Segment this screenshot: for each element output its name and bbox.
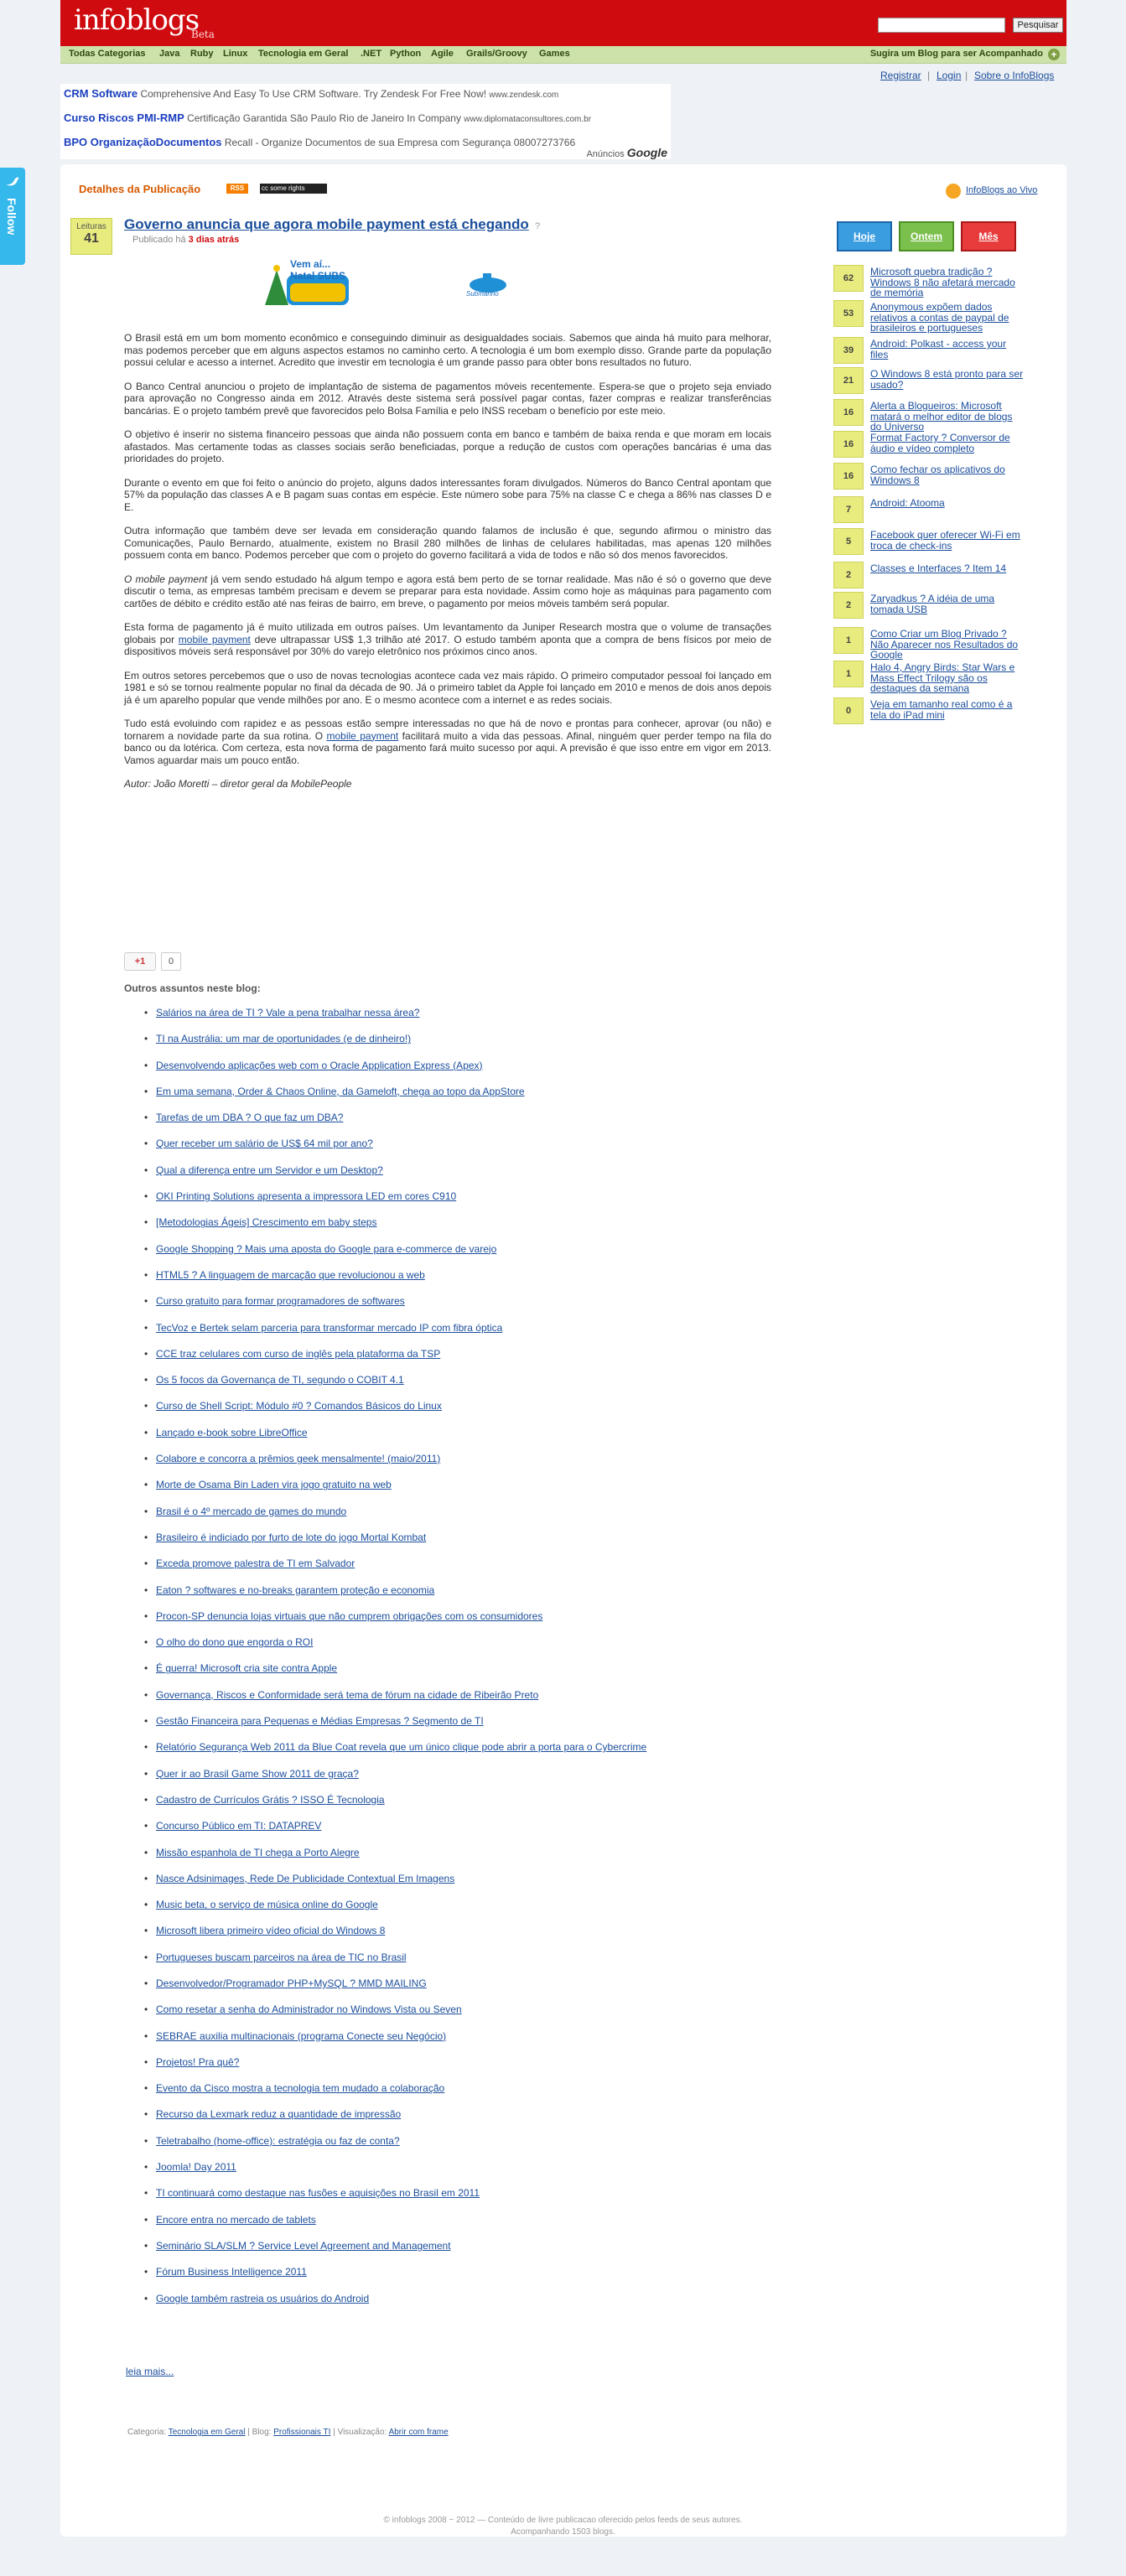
related-post-item — [156, 1925, 776, 1951]
related-post-link[interactable]: Evento da Cisco mostra a tecnologia tem mudado a colaboração — [156, 2082, 445, 2095]
related-post-link[interactable]: Google também rastreia os usuários do Android — [156, 2292, 370, 2304]
related-post-link[interactable]: CCE traz celulares com curso de inglês pela plataforma da TSP — [156, 1347, 441, 1360]
related-post-link[interactable]: Desenvolvedor/Programador PHP+MySQL ? MMD MAILING — [156, 1977, 427, 1989]
related-post-item — [156, 1951, 776, 1977]
separator: | — [965, 70, 968, 81]
related-post-item — [156, 1794, 776, 1820]
article-paragraph: O Banco Central anunciou o projeto de implantação de sistema de pagamentos móveis recentemente. Espera-se que o projeto seja enviado para aprovação no Congresso ainda em 2012. Através deste sistema será possível pagar contas, fazer compras e realizar transferências bancárias. E o projeto também prevê que favorecidos pelo Bolsa Família e pelo INSS recebam o benefício por este meio. — [124, 380, 771, 417]
article-paragraph — [124, 573, 771, 610]
article-author: Autor: João Moretti – diretor geral da MobilePeople — [124, 778, 352, 790]
related-post-link[interactable]: Gestão Financeira para Pequenas e Médias Empresas ? Segmento de TI — [156, 1715, 484, 1728]
related-post-link[interactable]: Qual a diferença entre um Servidor e um Desktop? — [156, 1164, 383, 1176]
article-paragraph: O Brasil está em um bom momento econômico e conseguindo diminuir as desigualdades sociais. Sabemos que ainda há muito para melhorar, mas podemos perceber que em alguns aspectos estamos no caminho certo. A tecnologia é um bom exemplo disso. Grande parte da população possui celular e acesso a internet. Acredito que investir em tecnologia é um grande passo para obter bons resultados no futuro. — [124, 332, 771, 368]
article-paragraph: Em outros setores percebemos que o uso de novas tecnologias acontece cada vez mais rápido. O primeiro computador pessoal foi lançado em 1981 e só se tornou realmente popular no final da década de 90. Já o primeiro tablet da Apple foi lançado em 2010 e menos de dois anos depois já é um aparelho popular que vende milhões por ano. E o mesmo acontece com a internet e as redes sociais. — [124, 669, 771, 706]
nav-games[interactable]: Games — [539, 49, 570, 59]
popular-post-link[interactable]: Como fechar os aplicativos do Windows 8 — [870, 464, 1005, 486]
suggest-blog-link[interactable]: Sugira um Blog para ser Acompanhado — [869, 49, 1043, 59]
related-post-link[interactable]: Quer receber um salário de US$ 64 mil por ano? — [156, 1138, 373, 1150]
about-link[interactable]: Sobre o InfoBlogs — [974, 70, 1055, 81]
ad-url[interactable]: www.zendesk.com — [489, 91, 559, 100]
article-paragraph — [124, 621, 771, 658]
related-post-item — [156, 1060, 776, 1086]
related-post-item — [156, 2056, 776, 2082]
post-meta — [132, 235, 239, 245]
related-post-link[interactable]: Eaton ? softwares e no-breaks garantem proteção e economia — [156, 1583, 435, 1596]
live-link[interactable]: InfoBlogs ao Vivo — [966, 185, 1038, 195]
related-post-link[interactable]: TI na Austrália: um mar de oportunidades (e de dinheiro!) — [156, 1033, 412, 1045]
follow-label: Follow — [5, 198, 18, 236]
related-post-item — [156, 1138, 776, 1164]
related-post-item — [156, 1007, 776, 1033]
nav-dotnet[interactable]: .NET — [361, 49, 382, 59]
related-post-link[interactable]: Recurso da Lexmark reduz a quantidade de impressão — [156, 2108, 402, 2121]
ad-title[interactable]: CRM Software — [64, 87, 138, 100]
view-count-badge: 16 — [833, 463, 864, 490]
popular-post-link[interactable]: Android: Polkast - access your files — [870, 338, 1007, 360]
site-logo[interactable]: infoblogs — [74, 3, 200, 37]
google-logo: Google — [626, 146, 667, 159]
related-post-item — [156, 1216, 776, 1242]
site-footer — [0, 2515, 1126, 2538]
view-count-badge: 0 — [833, 697, 864, 724]
related-post-item — [156, 2003, 776, 2029]
creative-commons-badge[interactable]: cc some rights — [260, 184, 327, 194]
related-posts-title: Outros assuntos neste blog: — [124, 982, 261, 994]
article-paragraph: Outra informação que também deve ser levada em consideração quando falamos de inclusão é que, segundo afirmou o ministro das Comunicações, Paulo Bernardo, atualmente, existem no Brasil 280 milhões de linhas de celulares habilitadas, mas apenas 120 milhões possuem conta em banco. Podemos perceber que com o projeto do governo facilitará a vida de todos e não só dos menos favorecidos. — [124, 525, 771, 561]
site-header — [60, 0, 1066, 46]
related-post-link[interactable]: SEBRAE auxilia multinacionais (programa Conecte seu Negócio) — [156, 2029, 447, 2042]
related-post-item — [156, 2293, 776, 2319]
submarino-image[interactable] — [463, 268, 513, 300]
related-post-item — [156, 1741, 776, 1767]
related-post-item — [156, 1689, 776, 1715]
nav-todas-categorias[interactable]: Todas Categorias — [69, 49, 146, 59]
view-count-badge: 21 — [833, 367, 864, 394]
live-icon[interactable] — [946, 184, 961, 199]
ads-by-google[interactable] — [586, 146, 667, 159]
popular-post-link[interactable]: Veja em tamanho real como é a tela do iPad mini — [870, 698, 1013, 721]
related-post-link[interactable]: Governança, Riscos e Conformidade será tema de fórum na cidade de Ribeirão Preto — [156, 1688, 539, 1701]
tab-mes[interactable]: Mês — [961, 221, 1016, 251]
search-button[interactable]: Pesquisar — [1013, 18, 1063, 33]
text: Tudo está evoluindo com rapidez e as pessoas estão sempre interessadas no que há de novo e prontas para conhecer, aprovar (ou não) e tornarem a novidade parte da sua rotina. O — [124, 718, 771, 742]
post-footer-meta — [127, 2428, 449, 2437]
related-post-link[interactable]: O olho do dono que engorda o ROI — [156, 1636, 314, 1649]
related-post-link[interactable]: Exceda promove palestra de TI em Salvador — [156, 1558, 355, 1570]
nav-java[interactable]: Java — [159, 49, 180, 59]
nav-linux[interactable]: Linux — [223, 49, 248, 59]
related-post-link[interactable]: Brasileiro é indiciado por furto de lote do jogo Mortal Kombat — [156, 1531, 427, 1543]
popular-post-link[interactable]: Android: Atooma — [870, 497, 945, 509]
related-post-item — [156, 1295, 776, 1321]
ad-title[interactable]: BPO OrganizaçãoDocumentos — [64, 136, 222, 148]
natal-subs-caption: Vem aí... Natal SUBS — [290, 258, 346, 282]
related-post-link[interactable]: Tarefas de um DBA ? O que faz um DBA? — [156, 1112, 344, 1124]
blog-link[interactable]: Profissionais TI — [273, 2428, 331, 2437]
related-post-item — [156, 1662, 776, 1688]
text: Esta forma de pagamento já é muito utilizada em outros países. Um levantamento da Juniper Research mostra que o volume de transações globais por — [124, 621, 771, 645]
related-post-link[interactable]: Colabore e concorra a prêmios geek mensalmente! (maio/2011) — [156, 1453, 441, 1465]
emphasis: O mobile payment — [124, 573, 208, 585]
related-post-link[interactable]: Brasil é o 4º mercado de games do mundo — [156, 1505, 347, 1517]
nav-ruby[interactable]: Ruby — [190, 49, 214, 59]
related-post-link[interactable]: Procon-SP denuncia lojas virtuais que não cumprem obrigações com os consumidores — [156, 1609, 543, 1622]
ad-text: Certificação Garantida São Paulo Rio de Janeiro In Company — [187, 112, 461, 124]
related-post-item — [156, 1847, 776, 1873]
related-post-item — [156, 1584, 776, 1610]
article-body — [124, 332, 771, 802]
ad-banner — [60, 84, 671, 159]
category-link[interactable]: Tecnologia em Geral — [168, 2428, 246, 2437]
footer-count: Acompanhando 1503 blogs. — [511, 2527, 615, 2537]
reads-counter — [70, 218, 112, 255]
article-paragraph: Durante o evento em que foi feito o anúncio do projeto, alguns dados interessantes foram divulgados. Números do Banco Central apontam que 57% da população das classes A e B pagam suas contas em espécie. Este número sobe para 75% na classe C e chega a 86% nas classes D e E. — [124, 476, 771, 513]
related-post-link[interactable]: Como resetar a senha do Administrador no Windows Vista ou Seven — [156, 2003, 462, 2016]
related-post-item — [156, 1374, 776, 1400]
view-count-badge: 7 — [833, 496, 864, 523]
related-post-item — [156, 2266, 776, 2292]
view-count-badge: 5 — [833, 528, 864, 555]
related-posts-list — [156, 1007, 776, 2319]
related-post-link[interactable]: Salários na área de TI ? Vale a pena trabalhar nessa área? — [156, 1007, 420, 1018]
tab-hoje[interactable]: Hoje — [837, 221, 892, 251]
related-post-link[interactable]: Relatório Segurança Web 2011 da Blue Coat revela que um único clique pode abrir a porta para o Cybercrime — [156, 1741, 647, 1754]
text: facilitará muito a vida das pessoas. Afinal, ninguém quer perder tempo na fila do banco ou da lotérica. Com certeza, esta nova forma de pagamento fará muito sucesso por aqui. A previsão é que isso entre em vigor em 2013. Vamos aguardar mais um pouco então. — [124, 729, 771, 766]
popular-post-link[interactable]: Zaryadkus ? A idéia de uma tomada USB — [870, 593, 995, 615]
separator: | — [247, 2428, 250, 2437]
related-post-item — [156, 1532, 776, 1558]
ads-label: Anúncios — [586, 149, 625, 159]
category-label: Categoria: — [127, 2428, 167, 2437]
related-post-link[interactable]: Projetos! Pra quê? — [156, 2055, 240, 2068]
natal-subs-image[interactable] — [252, 258, 352, 308]
reads-count: 41 — [84, 231, 99, 246]
open-frame-link[interactable]: Abrir com frame — [388, 2428, 449, 2437]
related-post-item — [156, 1348, 776, 1374]
nav-python[interactable]: Python — [390, 49, 422, 59]
read-more-link[interactable]: leia mais... — [126, 2366, 174, 2377]
related-post-link[interactable]: Google Shopping ? Mais uma aposta do Google para e-commerce de varejo — [156, 1242, 497, 1255]
bird-icon — [5, 174, 20, 188]
help-icon[interactable]: ? — [535, 221, 541, 231]
related-post-item — [156, 1269, 776, 1295]
related-post-item — [156, 2082, 776, 2108]
view-count-badge: 1 — [833, 661, 864, 687]
view-label: Visualização: — [337, 2428, 387, 2437]
related-post-item — [156, 1190, 776, 1216]
related-post-link[interactable]: Em uma semana, Order & Chaos Online, da Gameloft, chega ao topo da AppStore — [156, 1085, 525, 1097]
related-post-link[interactable]: TecVoz e Bertek selam parceria para transformar mercado IP com fibra óptica — [156, 1321, 503, 1334]
meta-prefix: Publicado há — [132, 235, 186, 245]
popular-post-link[interactable]: Microsoft quebra tradição ? Windows 8 não afetará mercado de memória — [870, 266, 1015, 298]
related-post-link[interactable]: Curso gratuito para formar programadores de softwares — [156, 1295, 405, 1308]
related-post-link[interactable]: Encore entra no mercado de tablets — [156, 2213, 316, 2226]
related-post-item — [156, 1506, 776, 1532]
view-count-badge: 16 — [833, 431, 864, 458]
blog-label: Blog: — [252, 2428, 272, 2437]
post-title[interactable]: Governo anuncia que agora mobile payment está chegando — [124, 216, 529, 232]
related-post-link[interactable]: Microsoft libera primeiro vídeo oficial do Windows 8 — [156, 1925, 386, 1937]
related-post-link[interactable]: Lançado e-book sobre LibreOffice — [156, 1426, 308, 1438]
article-paragraph — [124, 718, 771, 766]
popular-post-link[interactable]: Format Factory ? Conversor de áudio e vídeo completo — [870, 432, 1010, 454]
ad-text: Recall - Organize Documentos de sua Empresa com Segurança 08007273766 — [224, 137, 576, 148]
related-post-link[interactable]: Music beta, o serviço de música online do Google — [156, 1899, 378, 1911]
footer-copyright: © infoblogs 2008 ~ 2012 — Conteúdo de livre publicacao oferecido pelos feeds de seus autores. — [383, 2516, 743, 2525]
related-post-item — [156, 1086, 776, 1112]
text: deve ultrapassar US$ 1,3 trilhão até 2017. O estudo também aponta que a compra de bens físicos por meio de dispositivos móveis será responsável por 30% do varejo eletrônico nos próximos cinco anos. — [124, 633, 772, 657]
related-post-item — [156, 1322, 776, 1348]
related-post-item — [156, 2108, 776, 2134]
related-post-item — [156, 1427, 776, 1453]
reads-label: Leituras — [76, 222, 106, 231]
related-post-link[interactable]: Seminário SLA/SLM ? Service Level Agreement and Management — [156, 2239, 451, 2252]
related-post-item — [156, 2240, 776, 2266]
view-count-badge: 16 — [833, 399, 864, 426]
related-post-link[interactable]: HTML5 ? A linguagem de marcação que revolucionou a web — [156, 1268, 425, 1281]
related-post-item — [156, 1610, 776, 1636]
popular-post-link[interactable]: Halo 4, Angry Birds: Star Wars e Mass Effect Trilogy são os destaques da semana — [870, 661, 1015, 694]
related-post-item — [156, 1715, 776, 1741]
related-post-item — [156, 1977, 776, 2003]
ad-item[interactable] — [64, 111, 591, 124]
meta-relative-time: 3 dias atrás — [188, 235, 240, 245]
related-post-item — [156, 1400, 776, 1426]
separator: | — [333, 2428, 335, 2437]
ad-item[interactable] — [64, 87, 558, 100]
popular-post-link[interactable]: Como Criar um Blog Privado ? Não Aparecer nos Resultados do Google — [870, 628, 1019, 661]
view-count-badge: 62 — [833, 265, 864, 292]
popular-post-link[interactable]: Alerta a Blogueiros: Microsoft matará o melhor editor de blogs do Universo — [870, 400, 1013, 433]
related-post-link[interactable]: Quer ir ao Brasil Game Show 2011 de graça? — [156, 1767, 359, 1780]
related-post-link[interactable]: [Metodologias Ágeis] Crescimento em baby steps — [156, 1216, 377, 1229]
related-post-item — [156, 1164, 776, 1190]
related-post-item — [156, 1899, 776, 1925]
search-input[interactable] — [878, 18, 1005, 33]
mobile-payment-link[interactable]: mobile payment — [326, 729, 399, 742]
related-post-item — [156, 1453, 776, 1479]
main-panel — [60, 164, 1066, 2537]
follow-tab[interactable] — [0, 168, 25, 265]
related-post-item — [156, 1558, 776, 1583]
related-post-link[interactable]: Teletrabalho (home-office): estratégia ou faz de conta? — [156, 2134, 400, 2147]
related-post-item — [156, 2135, 776, 2161]
related-post-item — [156, 2030, 776, 2056]
view-count-badge: 39 — [833, 337, 864, 364]
beta-badge: Beta — [191, 29, 215, 40]
related-post-link[interactable]: Fórum Business Intelligence 2011 — [156, 2266, 307, 2278]
related-post-item — [156, 2187, 776, 2213]
ad-url[interactable]: www.diplomataconsultores.com.br — [464, 115, 592, 124]
related-post-link[interactable]: Missão espanhola de TI chega a Porto Alegre — [156, 1846, 360, 1858]
section-title: Detalhes da Publicação — [79, 183, 201, 195]
related-post-link[interactable]: Concurso Público em TI: DATAPREV — [156, 1820, 322, 1832]
nav-grails-groovy[interactable]: Grails/Groovy — [466, 49, 527, 59]
related-post-item — [156, 1033, 776, 1059]
tab-ontem[interactable]: Ontem — [899, 221, 954, 251]
nav-agile[interactable]: Agile — [431, 49, 454, 59]
related-post-item — [156, 1768, 776, 1794]
popular-post-link[interactable]: Facebook quer oferecer Wi-Fi em troca de check-ins — [870, 529, 1020, 552]
view-count-badge: 1 — [833, 627, 864, 654]
related-post-link[interactable]: TI continuará como destaque nas fusões e aquisições no Brasil em 2011 — [156, 2187, 480, 2200]
text: já vem sendo estudado há algum tempo e agora está bem perto de se tornar realidade. Mas não é só o governo que deve discutir o tema, as empresas também precisam e devem se preparar para esta novidade. Assim como hoje as máquinas para pagamento com cartões de débito e crédito estão até nas feiras de bairro, em breve, o pagamento por meios móveis também será popular. — [124, 573, 771, 609]
rss-icon[interactable]: RSS — [226, 184, 248, 194]
related-post-item — [156, 1112, 776, 1138]
view-count-badge: 2 — [833, 592, 864, 619]
related-post-link[interactable]: Joomla! Day 2011 — [156, 2161, 236, 2174]
ad-item[interactable] — [64, 136, 575, 148]
related-post-item — [156, 2214, 776, 2240]
related-post-link[interactable]: Curso de Shell Script: Módulo #0 ? Comandos Básicos do Linux — [156, 1400, 442, 1412]
google-plus-count: 0 — [161, 952, 181, 971]
view-count-badge: 53 — [833, 300, 864, 327]
related-post-item — [156, 1636, 776, 1662]
related-post-link[interactable]: Portugueses buscam parceiros na área de TIC no Brasil — [156, 1951, 407, 1963]
article-paragraph: O objetivo é inserir no sistema financeiro pessoas que ainda não possuem conta em banco e também de baixa renda e que moram em locais afastados. Mas certamente todas as classes sociais serão beneficiadas, porque a redução de custos com operações bancárias é uma das prioridades do projeto. — [124, 428, 771, 464]
related-post-link[interactable]: Morte de Osama Bin Laden vira jogo gratuito na web — [156, 1479, 392, 1491]
related-post-item — [156, 1873, 776, 1899]
related-post-item — [156, 2161, 776, 2187]
related-post-item — [156, 1479, 776, 1505]
popular-post-link[interactable]: Classes e Interfaces ? Item 14 — [870, 562, 1007, 574]
related-post-item — [156, 1243, 776, 1269]
ad-text: Comprehensive And Easy To Use CRM Software. Try Zendesk For Free Now! — [140, 88, 487, 100]
plus-icon[interactable]: + — [1048, 49, 1060, 60]
related-post-link[interactable]: É guerra! Microsoft cria site contra Apple — [156, 1662, 338, 1675]
related-post-link[interactable]: Nasce Adsinimages, Rede De Publicidade Contextual Em Imagens — [156, 1872, 455, 1884]
popular-post-link[interactable]: Anonymous expõem dados relativos a contas de paypal de brasileiros e portugueses — [870, 301, 1009, 334]
category-nav — [60, 46, 1066, 64]
related-post-link[interactable]: Cadastro de Currículos Grátis ? ISSO É Tecnologia — [156, 1793, 385, 1806]
mobile-payment-link[interactable]: mobile payment — [178, 633, 251, 645]
popular-post-link[interactable]: O Windows 8 está pronto para ser usado? — [870, 368, 1024, 391]
google-plus-button[interactable]: +1 — [124, 952, 156, 971]
related-post-link[interactable]: Os 5 focos da Governança de TI, segundo o COBIT 4.1 — [156, 1374, 404, 1386]
separator: | — [927, 70, 931, 81]
related-post-link[interactable]: Desenvolvendo aplicações web com o Oracle Application Express (Apex) — [156, 1059, 483, 1071]
view-count-badge: 2 — [833, 562, 864, 588]
related-post-item — [156, 1820, 776, 1846]
register-link[interactable]: Registrar — [880, 70, 921, 81]
ad-title[interactable]: Curso Riscos PMI-RMP — [64, 111, 184, 124]
submarino-caption: Submarino — [466, 290, 499, 298]
login-link[interactable]: Login — [937, 70, 962, 81]
related-post-link[interactable]: OKI Printing Solutions apresenta a impressora LED em cores C910 — [156, 1190, 457, 1203]
nav-tecnologia-em-geral[interactable]: Tecnologia em Geral — [258, 49, 349, 59]
